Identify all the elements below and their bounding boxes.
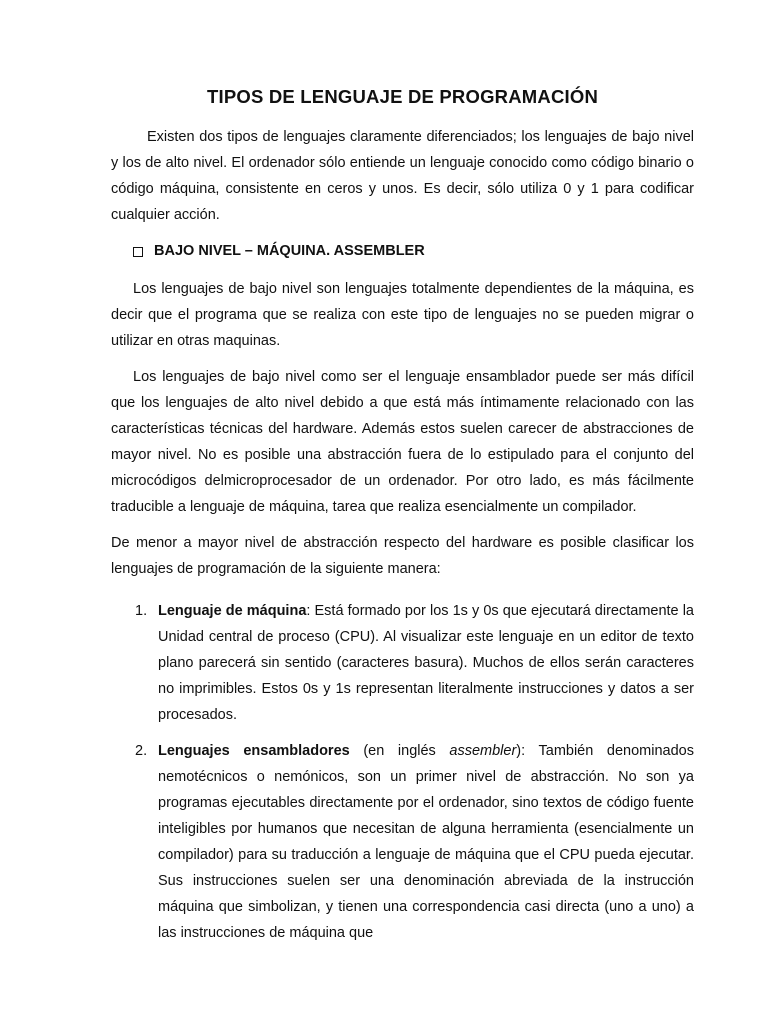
section-heading-text: BAJO NIVEL – MÁQUINA. ASSEMBLER — [154, 243, 425, 259]
list-item-number: 1. — [135, 603, 148, 619]
checkbox-bullet-icon — [133, 247, 143, 257]
list-item-prefix: (en inglés — [349, 743, 450, 759]
low-level-paragraph-2: Los lenguajes de bajo nivel como ser el lenguaje ensamblador puede ser más difícil que los lenguajes de alto nivel debido a que está más íntimamente relacionado con las características técnicas del hardware. Además estos suelen carecer de abstracciones de mayor nivel. No es posible una abstracción fuera de lo estipulado para el conjunto del microcódigos delmicroprocesador de un ordenador. Por otro lado, es más fácilmente traducible a lenguaje de máquina, tarea que realiza esencialmente un compilador. — [111, 369, 694, 515]
list-item — [111, 738, 694, 946]
document-page — [111, 0, 694, 956]
list-item — [111, 598, 694, 728]
abstraction-paragraph: De menor a mayor nivel de abstracción respecto del hardware es posible clasificar los lenguajes de programación de la siguiente manera: — [111, 535, 694, 577]
low-level-paragraph-1: Los lenguajes de bajo nivel son lenguajes totalmente dependientes de la máquina, es decir que el programa que se realiza con este tipo de lenguajes no se pueden migrar o utilizar en otras maquinas. — [111, 281, 694, 349]
section-heading — [133, 238, 694, 264]
list-item-description: ): También denominados nemotécnicos o nemónicos, son un primer nivel de abstracción. No son ya programas ejecutables directamente por el ordenador, sino textos de código fuente inteligibles por humanos que necesitan de alguna herramienta (esencialmente un compilador) para su traducción a lenguaje de máquina que el CPU pueda ejecutar. Sus instrucciones suelen ser una denominación abreviada de la instrucción máquina que simbolizan, y tienen una correspondencia casi directa (uno a uno) a las instrucciones de máquina que — [158, 743, 694, 941]
list-item-term: Lenguaje de máquina — [158, 603, 307, 619]
intro-paragraph: Existen dos tipos de lenguajes claramente diferenciados; los lenguajes de bajo nivel y los de alto nivel. El ordenador sólo entiende un lenguaje conocido como código binario o código máquina, consistente en ceros y unos. Es decir, sólo utiliza 0 y 1 para codificar cualquier acción. — [111, 129, 694, 223]
list-item-text — [158, 598, 694, 728]
list-item-italic-term: assembler — [449, 743, 517, 759]
document-title: TIPOS DE LENGUAJE DE PROGRAMACIÓN — [206, 86, 599, 107]
language-levels-list — [111, 598, 694, 946]
list-item-description: : Está formado por los 1s y 0s que ejecutará directamente la Unidad central de proceso (CPU). Al visualizar este lenguaje en un editor de texto plano parecerá sin sentido (caracteres basura). Muchos de ellos serán caracteres no imprimibles. Estos 0s y 1s representan literalmente instrucciones y datos a ser procesados. — [158, 603, 695, 723]
list-item-term: Lenguajes ensambladores — [158, 743, 350, 759]
list-item-number: 2. — [135, 743, 148, 759]
list-item-text — [158, 738, 694, 946]
